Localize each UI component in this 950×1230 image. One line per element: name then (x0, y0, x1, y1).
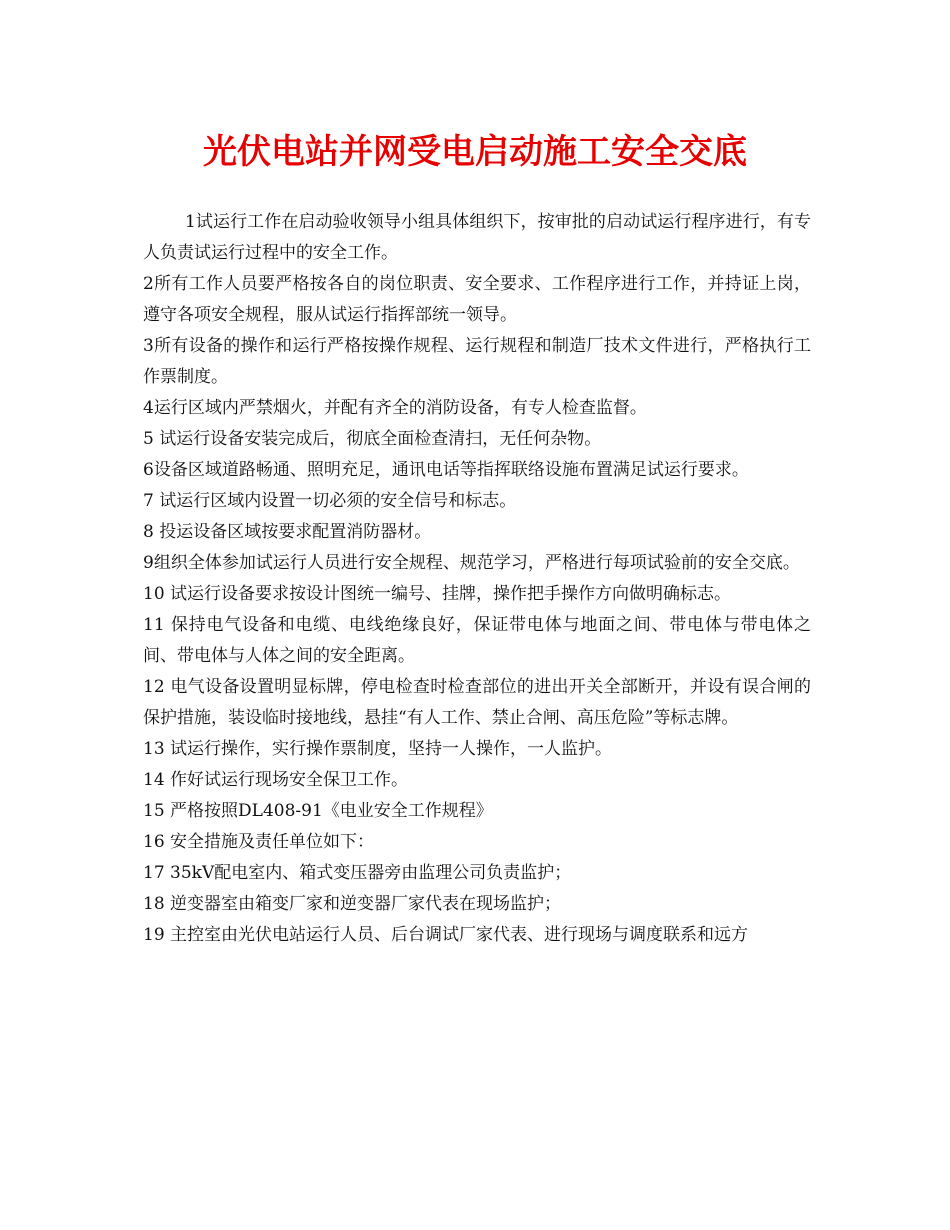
paragraph-19: 19 主控室由光伏电站运行人员、后台调试厂家代表、进行现场与调度联系和远方 (143, 925, 749, 945)
paragraph-14: 14 作好试运行现场安全保卫工作。 (143, 770, 409, 790)
paragraph-9: 9组织全体参加试运行人员进行安全规程、规范学习，严格进行每项试验前的安全交底。 (143, 553, 800, 573)
paragraph-15: 15 严格按照DL408-91《电业安全工作规程》 (143, 801, 493, 821)
paragraph-18: 18 逆变器室由箱变厂家和逆变器厂家代表在现场监护； (143, 894, 562, 914)
paragraph-12: 12 电气设备设置明显标牌，停电检查时检查部位的进出开关全部断开，并设有误合闸的保护措施，装设临时接地线，悬挂“有人工作、禁止合闸、高压危险”等标志牌。 (143, 677, 811, 728)
document-body (143, 207, 811, 951)
paragraph-10: 10 试运行设备要求按设计图统一编号、挂牌，操作把手操作方向做明确标志。 (143, 584, 732, 604)
paragraph-4: 4运行区域内严禁烟火，并配有齐全的消防设备，有专人检查监督。 (143, 398, 647, 418)
paragraph-2: 2所有工作人员要严格按各自的岗位职责、安全要求、工作程序进行工作，并持证上岗，遵守各项安全规程，服从试运行指挥部统一领导。 (143, 274, 811, 325)
paragraph-6: 6设备区域道路畅通、照明充足，通讯电话等指挥联络设施布置满足试运行要求。 (143, 460, 749, 480)
paragraph-16: 16 安全措施及责任单位如下： (143, 832, 375, 852)
paragraph-7: 7 试运行区域内设置一切必须的安全信号和标志。 (143, 491, 517, 511)
paragraph-8: 8 投运设备区域按要求配置消防器材。 (143, 522, 432, 542)
paragraph-11: 11 保持电气设备和电缆、电线绝缘良好，保证带电体与地面之间、带电体与带电体之间、带电体与人体之间的安全距离。 (143, 615, 811, 666)
paragraph-1: 1试运行工作在启动验收领导小组具体组织下，按审批的启动试运行程序进行，有专人负责试运行过程中的安全工作。 (143, 212, 811, 263)
document-title: 光伏电站并网受电启动施工安全交底 (203, 132, 747, 172)
paragraph-3: 3所有设备的操作和运行严格按操作规程、运行规程和制造厂技术文件进行，严格执行工作票制度。 (143, 336, 811, 387)
paragraph-13: 13 试运行操作，实行操作票制度，坚持一人操作，一人监护。 (143, 739, 613, 759)
paragraph-17: 17 35kV配电室内、箱式变压器旁由监理公司负责监护； (143, 863, 572, 883)
paragraph-5: 5 试运行设备安装完成后，彻底全面检查清扫，无任何杂物。 (143, 429, 602, 449)
